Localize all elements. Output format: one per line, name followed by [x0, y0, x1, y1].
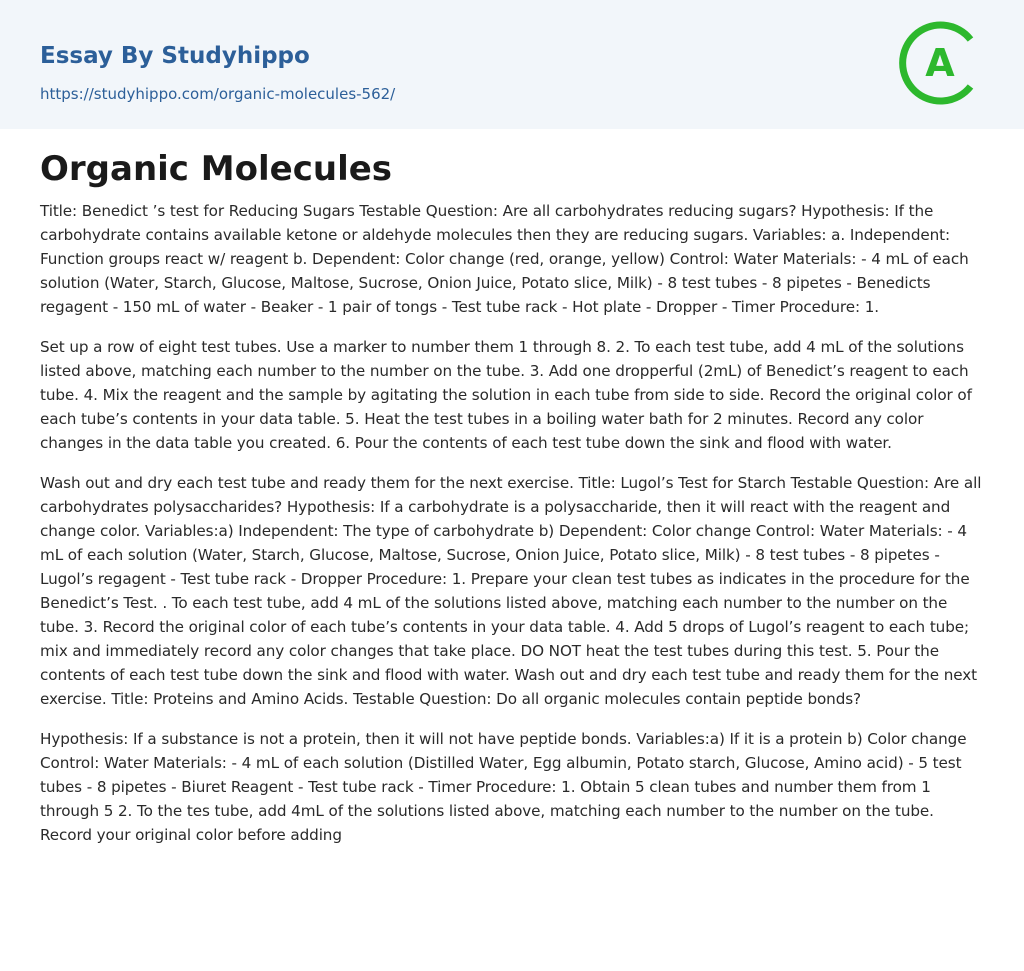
logo-letter: A	[925, 41, 955, 85]
site-header	[0, 0, 1024, 129]
paragraph-3: Wash out and dry each test tube and ready them for the next exercise. Title: Lugol’s Test for Starch Testable Question: Are all carbohydrates polysaccharides? Hypothesis: If a carbohydrate is a polysaccharide, then it will react with the reagent and change color. Variables:a) Independent: The type of carbohydrate b) Dependent: Color change Control: Water Materials: - 4 mL of each solution (Water, Starch, Glucose, Maltose, Sucrose, Onion Juice, Potato slice, Milk) - 8 test tubes - 8 pipetes - Lugol’s regagent - Test tube rack - Dropper Procedure: 1. Prepare your clean test tubes as indicates in the procedure for the Benedict’s Test. . To each test tube, add 4 mL of the solutions listed above, matching each number to the number on the tube. 3. Record the original color of each tube’s contents in your data table. 4. Add 5 drops of Lugol’s reagent to each tube; mix and immediately record any color changes that take place. DO NOT heat the test tubes during this test. 5. Pour the contents of each test tube down the sink and flood with water. Wash out and dry each test tube and ready them for the next exercise. Title: Proteins and Amino Acids. Testable Question: Do all organic molecules contain peptide bonds?	[40, 474, 982, 708]
brand-title[interactable]: Essay By Studyhippo	[40, 43, 310, 69]
source-url-link[interactable]: https://studyhippo.com/organic-molecules-562/	[40, 85, 396, 103]
studyhippo-logo-icon[interactable]	[898, 20, 986, 106]
article-content	[0, 147, 1024, 847]
page-title: Organic Molecules	[40, 149, 393, 189]
paragraph-4: Hypothesis: If a substance is not a protein, then it will not have peptide bonds. Variables:a) If it is a protein b) Color change Control: Water Materials: - 4 mL of each solution (Distilled Water, Egg albumin, Potato starch, Glucose, Amino acid) - 5 test tubes - 8 pipetes - Biuret Reagent - Test tube rack - Timer Procedure: 1. Obtain 5 clean tubes and number them from 1 through 5 2. To the tes tube, add 4mL of the solutions listed above, matching each number to the number on the tube. Record your original color before adding	[40, 730, 967, 844]
paragraph-1: Title: Benedict ’s test for Reducing Sugars Testable Question: Are all carbohydrates reducing sugars? Hypothesis: If the carbohydrate contains available ketone or aldehyde molecules then they are reducing sugars. Variables: a. Independent: Function groups react w/ reagent b. Dependent: Color change (red, orange, yellow) Control: Water Materials: - 4 mL of each solution (Water, Starch, Glucose, Maltose, Sucrose, Onion Juice, Potato slice, Milk) - 8 test tubes - 8 pipetes - Benedicts regagent - 150 mL of water - Beaker - 1 pair of tongs - Test tube rack - Hot plate - Dropper - Timer Procedure: 1.	[40, 202, 969, 316]
paragraph-2: Set up a row of eight test tubes. Use a marker to number them 1 through 8. 2. To each test tube, add 4 mL of the solutions listed above, matching each number to the number on the tube. 3. Add one dropperful (2mL) of Benedict’s reagent to each tube. 4. Mix the reagent and the sample by agitating the solution in each tube from side to side. Record the original color of each tube’s contents in your data table. 5. Heat the test tubes in a boiling water bath for 2 minutes. Record any color changes in the data table you created. 6. Pour the contents of each test tube down the sink and flood with water.	[40, 338, 972, 452]
